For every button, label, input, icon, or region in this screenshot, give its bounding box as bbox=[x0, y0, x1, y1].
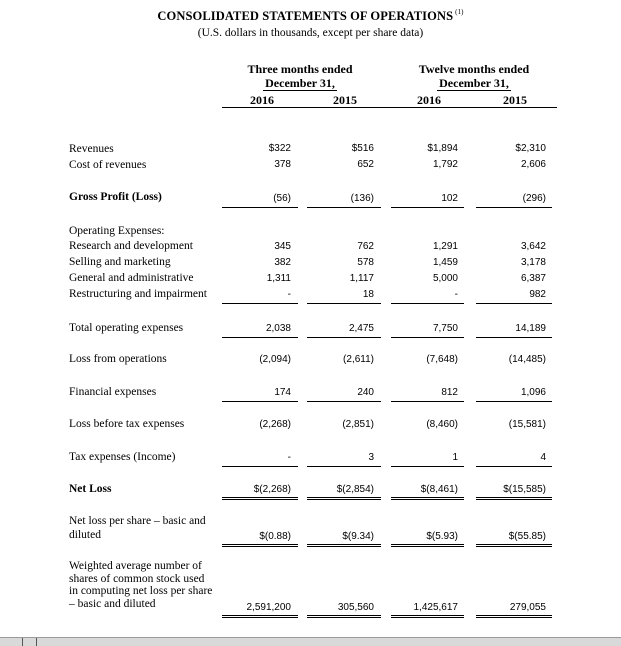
cell-gna-c1: 1,311 bbox=[266, 273, 291, 284]
cell-cost-c2: 652 bbox=[357, 159, 374, 170]
row-label-opex-header: Operating Expenses: bbox=[69, 225, 165, 237]
cell-fin-c2: 240 bbox=[357, 387, 374, 398]
rule-totalopex-c3 bbox=[391, 337, 464, 338]
rule-tax-c2 bbox=[307, 466, 381, 467]
cell-lbt-c1: (2,268) bbox=[259, 419, 291, 430]
cell-eps-c1: $(0.88) bbox=[259, 531, 291, 542]
cell-cost-c4: 2,606 bbox=[520, 159, 546, 170]
cell-gna-c4: 6,387 bbox=[520, 273, 546, 284]
cell-restr-c4: 982 bbox=[529, 289, 546, 300]
rule-gross-c4 bbox=[476, 207, 552, 208]
cell-eps-c2: $(9.34) bbox=[342, 531, 374, 542]
rule-fin-c1 bbox=[222, 401, 298, 402]
row-label-rnd: Research and development bbox=[69, 240, 193, 252]
cell-cost-c1: 378 bbox=[274, 159, 291, 170]
cell-netloss-c1: $(2,268) bbox=[253, 484, 291, 495]
year-header-col2: 2015 bbox=[333, 93, 357, 107]
row-label-shares bbox=[69, 560, 212, 610]
cell-shares-c2: 305,560 bbox=[337, 602, 374, 613]
rule-totalopex-c1 bbox=[222, 337, 298, 338]
rule-fin-c3 bbox=[391, 401, 464, 402]
cell-snm-c3: 1,459 bbox=[432, 257, 458, 268]
cell-netloss-c2: $(2,854) bbox=[336, 484, 374, 495]
rule-gross-c2 bbox=[307, 207, 381, 208]
rule-tax-c4 bbox=[476, 466, 552, 467]
year-header-col4: 2015 bbox=[503, 93, 527, 107]
cell-restr-c2: 18 bbox=[362, 289, 374, 300]
row-label-revenues: Revenues bbox=[69, 143, 114, 155]
cell-eps-c3: $(5.93) bbox=[426, 531, 458, 542]
year-header-col3: 2016 bbox=[417, 93, 441, 107]
statement-title bbox=[0, 8, 621, 24]
rule-eps-c3 bbox=[391, 544, 464, 547]
rule-gross-c3 bbox=[391, 207, 464, 208]
rule-netloss-c3 bbox=[391, 497, 464, 500]
rule-eps-c2 bbox=[307, 544, 381, 547]
period-header-three-months bbox=[225, 62, 375, 91]
header-rule bbox=[222, 107, 557, 108]
cell-lossops-c1: (2,094) bbox=[259, 354, 291, 365]
row-label-eps bbox=[69, 514, 206, 542]
cell-gna-c2: 1,117 bbox=[349, 273, 374, 284]
cell-rnd-c4: 3,642 bbox=[520, 241, 546, 252]
cell-cost-c3: 1,792 bbox=[432, 159, 458, 170]
rule-restr-c2 bbox=[307, 303, 381, 304]
rule-restr-c4 bbox=[476, 303, 552, 304]
cell-revenues-c3: $1,894 bbox=[427, 143, 458, 154]
rule-tax-c1 bbox=[222, 466, 298, 467]
rule-totalopex-c2 bbox=[307, 337, 381, 338]
row-label-gross-profit: Gross Profit (Loss) bbox=[69, 191, 162, 203]
cell-lossops-c4: (14,485) bbox=[508, 354, 546, 365]
period-twelve-line1: Twelve months ended bbox=[418, 62, 530, 76]
rule-shares-c2 bbox=[307, 615, 381, 618]
row-label-net-loss: Net Loss bbox=[69, 483, 112, 495]
cell-fin-c3: 812 bbox=[441, 387, 458, 398]
cell-snm-c1: 382 bbox=[274, 257, 291, 268]
cell-tax-c1: - bbox=[287, 452, 291, 463]
cell-totalopex-c3: 7,750 bbox=[432, 323, 458, 334]
rule-fin-c2 bbox=[307, 401, 381, 402]
title-text: CONSOLIDATED STATEMENTS OF OPERATIONS bbox=[157, 9, 454, 23]
eps-label-line1: Net loss per share – basic and bbox=[69, 515, 206, 527]
rule-shares-c3 bbox=[391, 615, 464, 618]
cell-lossops-c2: (2,611) bbox=[343, 354, 374, 365]
row-label-snm: Selling and marketing bbox=[69, 256, 171, 268]
cell-shares-c3: 1,425,617 bbox=[413, 602, 458, 613]
cell-lbt-c3: (8,460) bbox=[426, 419, 458, 430]
rule-fin-c4 bbox=[476, 401, 552, 402]
cell-snm-c2: 578 bbox=[357, 257, 374, 268]
rule-eps-c4 bbox=[476, 544, 552, 547]
period-three-line2: December 31, bbox=[265, 76, 335, 90]
row-label-financial-expenses: Financial expenses bbox=[69, 386, 157, 398]
row-label-cost-of-revenues: Cost of revenues bbox=[69, 159, 147, 171]
cell-netloss-c4: $(15,585) bbox=[503, 484, 546, 495]
period-twelve-line2: December 31, bbox=[439, 76, 509, 90]
rule-eps-c1 bbox=[222, 544, 298, 547]
cell-tax-c3: 1 bbox=[452, 452, 458, 463]
cell-tax-c4: 4 bbox=[540, 452, 546, 463]
year-header-col1: 2016 bbox=[250, 93, 274, 107]
cell-eps-c4: $(55.85) bbox=[508, 531, 546, 542]
statement-subtitle: (U.S. dollars in thousands, except per share data) bbox=[197, 27, 424, 39]
period-three-line1: Three months ended bbox=[247, 62, 353, 76]
cell-revenues-c2: $516 bbox=[351, 143, 374, 154]
cell-gross-c1: (56) bbox=[273, 193, 291, 204]
rule-totalopex-c4 bbox=[476, 337, 552, 338]
rule-restr-c1 bbox=[222, 303, 298, 304]
row-label-loss-before-tax: Loss before tax expenses bbox=[69, 418, 185, 430]
cell-tax-c2: 3 bbox=[368, 452, 374, 463]
cell-rnd-c1: 345 bbox=[274, 241, 291, 252]
cell-gross-c4: (296) bbox=[522, 193, 546, 204]
shares-label-line2: shares of common stock used bbox=[69, 572, 205, 585]
cell-revenues-c4: $2,310 bbox=[515, 143, 546, 154]
rule-shares-c4 bbox=[476, 615, 552, 618]
period-header-twelve-months bbox=[395, 62, 553, 91]
cell-shares-c1: 2,591,200 bbox=[246, 602, 291, 613]
cell-gross-c2: (136) bbox=[350, 193, 374, 204]
rule-gross-c1 bbox=[222, 207, 298, 208]
cell-rnd-c2: 762 bbox=[357, 241, 374, 252]
rule-shares-c1 bbox=[222, 615, 298, 618]
rule-netloss-c4 bbox=[476, 497, 552, 500]
cell-gross-c3: 102 bbox=[441, 193, 458, 204]
cell-netloss-c3: $(8,461) bbox=[420, 484, 458, 495]
eps-label-line2: diluted bbox=[69, 529, 101, 541]
cell-restr-c1: - bbox=[287, 289, 291, 300]
shares-label-line3: in computing net loss per share bbox=[69, 585, 213, 597]
cell-revenues-c1: $322 bbox=[268, 143, 291, 154]
row-label-gna: General and administrative bbox=[69, 272, 194, 284]
row-label-tax: Tax expenses (Income) bbox=[69, 451, 176, 463]
cell-shares-c4: 279,055 bbox=[509, 602, 546, 613]
cell-totalopex-c1: 2,038 bbox=[265, 323, 291, 334]
rule-restr-c3 bbox=[391, 303, 464, 304]
cell-fin-c4: 1,096 bbox=[520, 387, 546, 398]
cell-totalopex-c2: 2,475 bbox=[348, 323, 374, 334]
cell-lossops-c3: (7,648) bbox=[426, 354, 458, 365]
cell-totalopex-c4: 14,189 bbox=[515, 323, 546, 334]
rule-netloss-c2 bbox=[307, 497, 381, 500]
cell-lbt-c4: (15,581) bbox=[508, 419, 546, 430]
row-label-loss-from-ops: Loss from operations bbox=[69, 353, 167, 365]
cell-restr-c3: - bbox=[454, 289, 458, 300]
shares-label-line4: – basic and diluted bbox=[69, 597, 156, 610]
cell-gna-c3: 5,000 bbox=[432, 273, 458, 284]
cell-snm-c4: 3,178 bbox=[520, 257, 546, 268]
row-label-total-opex: Total operating expenses bbox=[69, 322, 184, 334]
title-footnote: (1) bbox=[455, 8, 464, 16]
row-label-restructuring: Restructuring and impairment bbox=[69, 288, 207, 300]
rule-netloss-c1 bbox=[222, 497, 298, 500]
cell-fin-c1: 174 bbox=[274, 387, 291, 398]
cell-rnd-c3: 1,291 bbox=[432, 241, 458, 252]
cell-lbt-c2: (2,851) bbox=[342, 419, 374, 430]
rule-tax-c3 bbox=[391, 466, 464, 467]
shares-label-line1: Weighted average number of bbox=[69, 560, 202, 572]
